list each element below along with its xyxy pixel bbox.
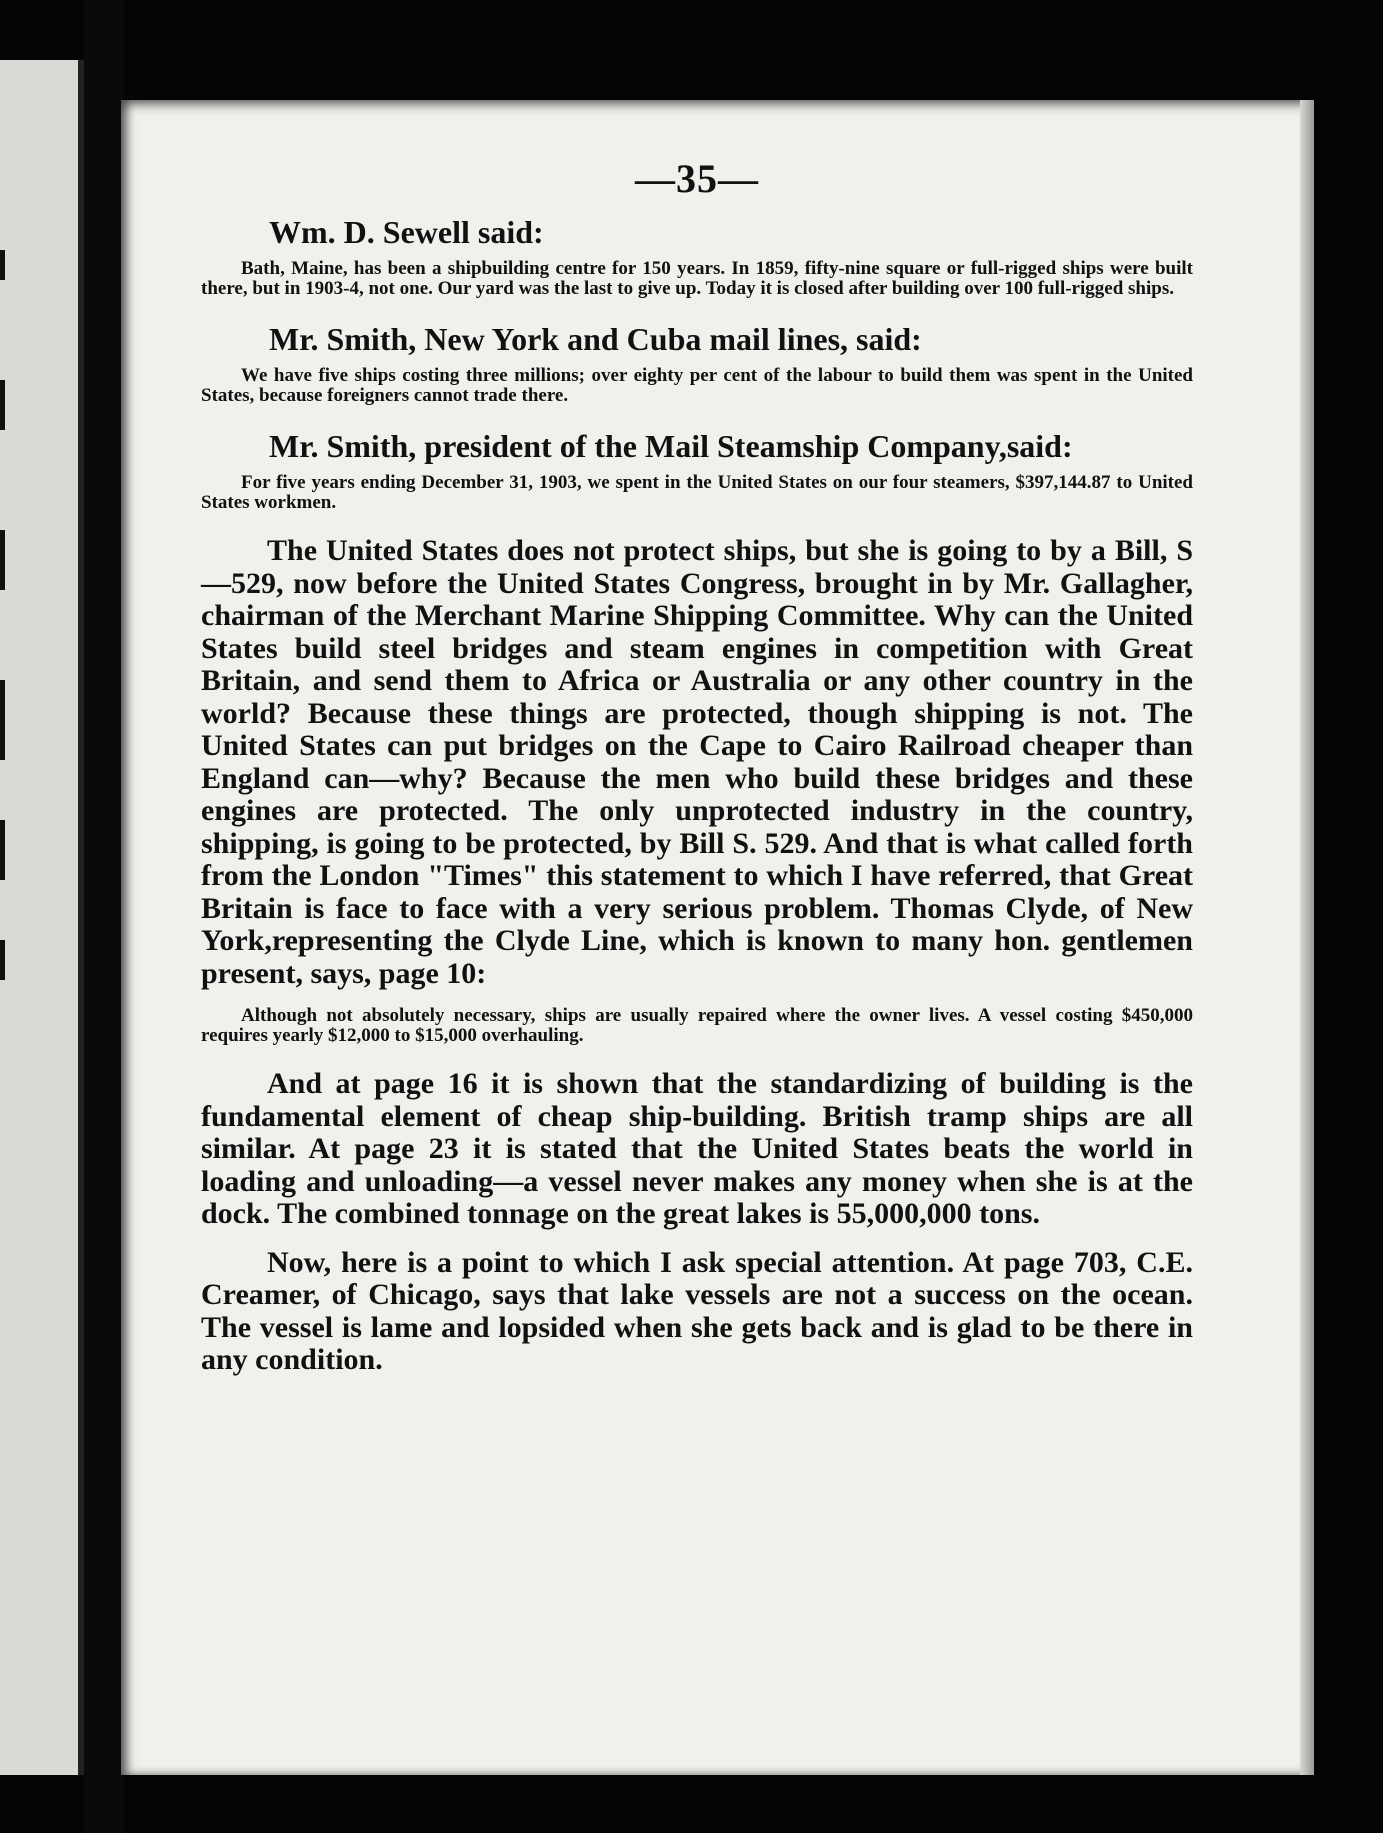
facing-page-mark <box>0 940 5 980</box>
page-number: —35— <box>635 156 759 201</box>
quoted-testimony: Bath, Maine, has been a shipbuilding centre for 150 years. In 1859, fifty-nine square or full-rigged ships were built there, but in 1903-4, not one. Our yard was the last to give up. Today it is closed after building over 100 full-rigged ships. <box>201 258 1193 299</box>
book-page <box>121 100 1309 1775</box>
quoted-testimony: We have five ships costing three millions; over eighty per cent of the labour to build them was spent in the United States, because foreigners cannot trade there. <box>201 365 1193 406</box>
section-heading: Mr. Smith, New York and Cuba mail lines, said: <box>269 321 922 357</box>
facing-page-edge <box>0 60 84 1775</box>
page-content <box>201 155 1193 1393</box>
facing-page-mark <box>0 680 5 760</box>
page-edge-shadow <box>1300 100 1314 1775</box>
quoted-testimony: Although not absolutely necessary, ships are usually repaired where the owner lives. A vessel costing $450,000 requires yearly $12,000 to $15,000 overhauling. <box>201 1005 1193 1046</box>
book-gutter <box>84 0 124 1833</box>
section-heading: Mr. Smith, president of the Mail Steamship Company,said: <box>269 428 1073 464</box>
body-paragraph: The United States does not protect ships, but she is going to by a Bill, S—529, now before the United States Congress, brought in by Mr. Gallagher, chairman of the Merchant Marine Shipping Committee. Why can the United States build steel bridges and steam engines in competition with Great Britain, and send them to Africa or Australia or any other country in the world? Because these things are protected, though shipping is not. The United States can put bridges on the Cape to Cairo Railroad cheaper than England can—why? Because the men who build these bridges and these engines are protected. The only unprotected industry in the country, shipping, is going to be protected, by Bill S. 529. And that is what called forth from the London "Times" this statement to which I have referred, that Great Britain is face to face with a very serious problem. Thomas Clyde, of New York,representing the Clyde Line, which is known to many hon. gentlemen present, says, page 10: <box>201 534 1193 990</box>
body-paragraph: Now, here is a point to which I ask special attention. At page 703, C.E. Creamer, of Chicago, says that lake vessels are not a success on the ocean. The vessel is lame and lopsided when she gets back and is glad to be there in any condition. <box>201 1245 1193 1376</box>
quoted-testimony: For five years ending December 31, 1903, we spent in the United States on our four steamers, $397,144.87 to United States workmen. <box>201 472 1193 513</box>
body-paragraph: And at page 16 it is shown that the standardizing of building is the fundamental element of cheap ship-building. British tramp ships are all similar. At page 23 it is stated that the United States beats the world in loading and unloading—a vessel never makes any money when she is at the dock. The combined tonnage on the great lakes is 55,000,000 tons. <box>201 1067 1193 1230</box>
facing-page-mark <box>0 250 5 280</box>
facing-page-mark <box>0 380 5 430</box>
facing-page-mark <box>0 530 5 590</box>
facing-page-mark <box>0 820 5 880</box>
section-heading: Wm. D. Sewell said: <box>269 214 544 250</box>
